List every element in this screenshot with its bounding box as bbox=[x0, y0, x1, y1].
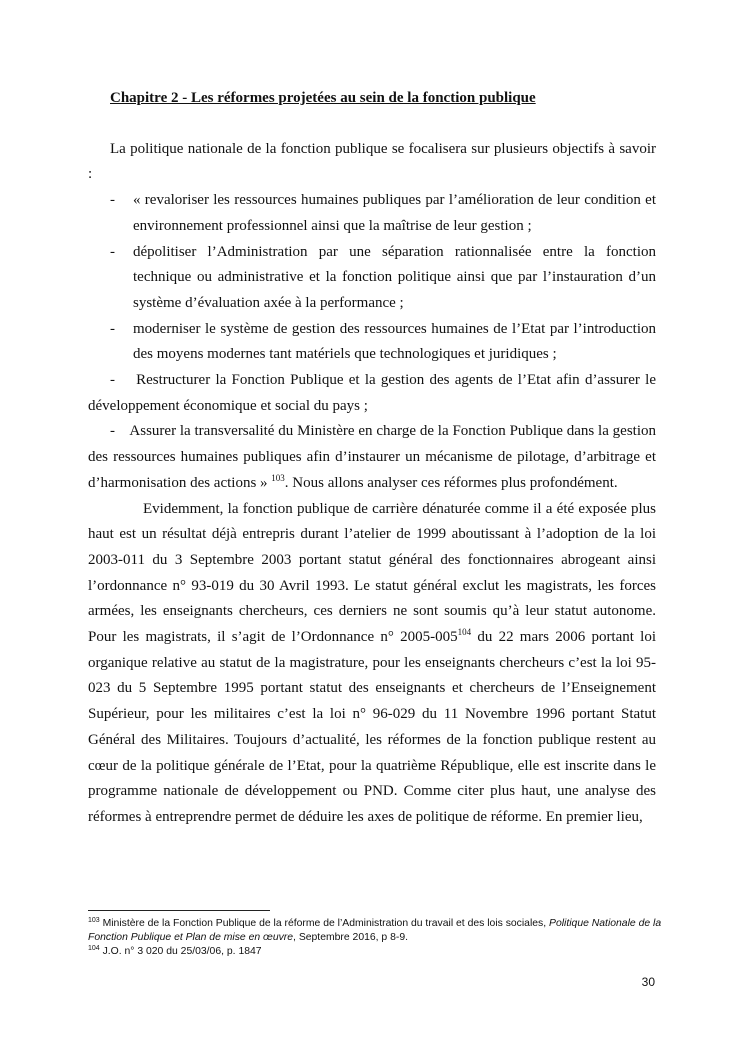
objective-text: moderniser le système de gestion des ressources humaines de l’Etat par l’introduction des moyens modernes tant matériels que technologiques et juridiques ; bbox=[133, 320, 656, 363]
footnote-separator bbox=[88, 910, 270, 911]
footnotes bbox=[88, 917, 663, 959]
footnote-number: 104 bbox=[88, 945, 100, 952]
objective-item bbox=[110, 317, 656, 368]
chapter-heading: Chapitre 2 - Les réformes projetées au sein de la fonction publique bbox=[110, 90, 536, 106]
footnote-text-tail: , Septembre 2016, p 8-9. bbox=[293, 932, 408, 943]
footnote bbox=[88, 945, 663, 959]
objective-text: dépolitiser l’Administration par une séparation rationnalisée entre la fonction technique ou administrative et la fonction politique ainsi que par l’instauration d’un système d’évaluation axée à la performance ; bbox=[133, 243, 656, 311]
objective-text: Restructurer la Fonction Publique et la gestion des agents de l’Etat afin d’assurer le développement économique et social du pays ; bbox=[88, 372, 657, 414]
list-dash: - bbox=[110, 243, 115, 260]
footnote-number: 103 bbox=[88, 917, 100, 924]
intro-paragraph: La politique nationale de la fonction publique se focalisera sur plusieurs objectifs à savoir : bbox=[88, 140, 656, 183]
objective-text: « revaloriser les ressources humaines publiques par l’amélioration de leur condition et environnement professionnel ainsi que la maîtrise de leur gestion ; bbox=[133, 192, 656, 234]
paragraph-text: du 22 mars 2006 portant loi organique relative au statut de la magistrature, pour les enseignants chercheurs c’est la loi 95-023 du 5 Septembre 1995 portant statut des enseignants et chercheurs de l’Enseignement Supérieur, pour les militaires c’est la loi n° 96-029 du 11 Novembre 1996 portant Statut Général des Militaires. Toujours d’actualité, les réformes de la fonction publique restent au cœur de la politique générale de l’Etat, pour la quatrième République, elle est inscrite dans le programme nationale de développement ou PND. Comme citer plus haut, une analyse des réformes à entreprendre permet de déduire les axes de politique de réforme. En premier lieu, bbox=[88, 629, 657, 825]
objective-paragraph bbox=[88, 419, 656, 496]
footnote-title: Politique Nationale de la Fonction Publique et Plan de mise en œuvre bbox=[88, 918, 662, 943]
footnote-text: J.O. n° 3 020 du 25/03/06, p. 1847 bbox=[99, 946, 262, 957]
paragraph-text: Evidemment, la fonction publique de carrière dénaturée comme il a été exposée plus haut est un résultat déjà entrepris durant l’atelier de 1999 aboutissant à l’adoption de la loi 2003-011 du 3 Septembre 2003 portant statut général des fonctionnaires abrogeant ainsi l’ordonnance n° 93-019 du 30 Avril 1993. Le statut général exclut les magistrats, les forces armées, les enseignants chercheurs, ces derniers ne sont soumis qu’à leur statut autonome. Pour les magistrats, il s’agit de l’Ordonnance n° 2005-005 bbox=[88, 500, 656, 646]
list-dash: - bbox=[110, 192, 115, 209]
footnote-text: Ministère de la Fonction Publique de la réforme de l’Administration du travail et des lois sociales, bbox=[99, 918, 550, 929]
footnote bbox=[88, 917, 663, 945]
objective-paragraph bbox=[88, 368, 656, 419]
objective-item bbox=[110, 188, 656, 239]
objective-text-tail: . Nous allons analyser ces réformes plus profondément. bbox=[284, 474, 618, 491]
footnote-ref[interactable]: 103 bbox=[271, 472, 285, 483]
list-dash: - bbox=[110, 372, 115, 389]
main-text bbox=[88, 86, 656, 831]
list-dash: - bbox=[110, 320, 115, 337]
footnote-ref[interactable]: 104 bbox=[457, 627, 472, 638]
list-dash: - bbox=[110, 423, 115, 440]
page-number: 30 bbox=[641, 975, 655, 989]
body-paragraph bbox=[88, 497, 656, 831]
objective-item bbox=[110, 240, 656, 317]
objective-text: Assurer la transversalité du Ministère en charge de la Fonction Publique dans la gestion des ressources humaines publiques afin d’instaurer un mécanisme de pilotage, d’arbitrage et d’harmonisation des actions » bbox=[88, 423, 656, 491]
